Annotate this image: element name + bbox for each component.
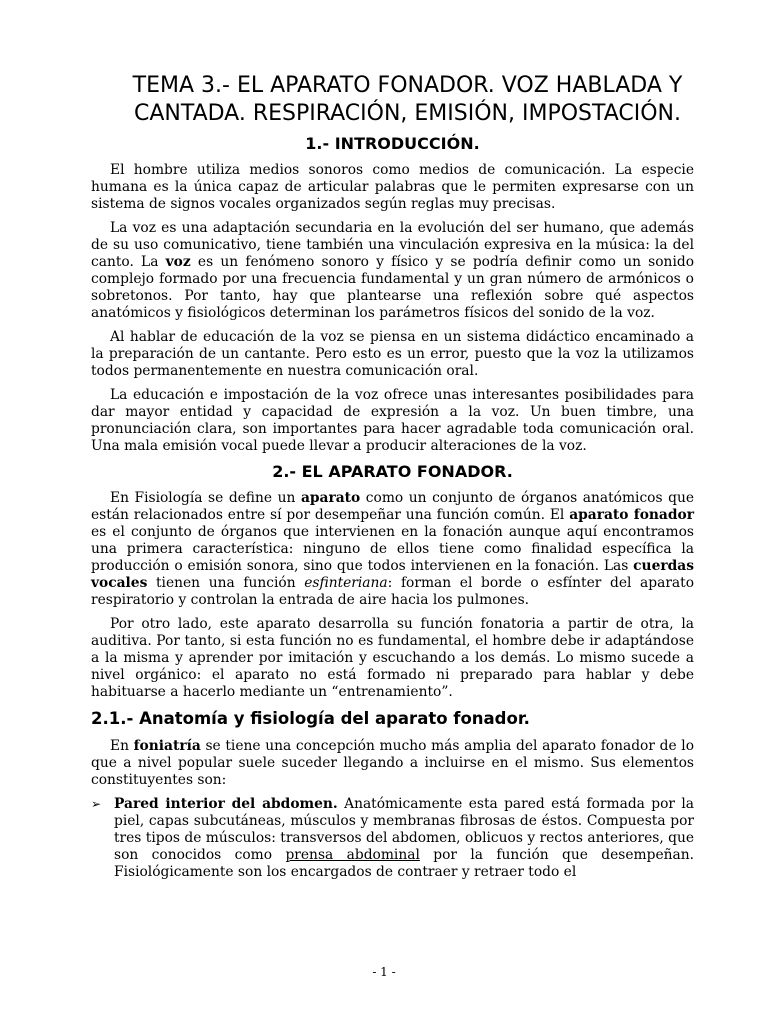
bullet-list — [91, 796, 694, 881]
text-run: tienen una función — [147, 575, 305, 591]
text-run: En — [110, 738, 134, 754]
bold-term: voz — [165, 254, 191, 270]
list-item — [91, 796, 694, 881]
section-heading-aparato-fonador: 2.- EL APARATO FONADOR. — [272, 462, 513, 481]
paragraph: El hombre utiliza medios sonoros como medios de comunicación. La especie humana es la única capaz de articular palabras que le permiten expresarse con un sistema de signos vocales organizados según reglas muy precisas. — [91, 162, 694, 212]
paragraph: Por otro lado, este aparato desarrolla su función fonatoria a partir de otra, la auditiva. Por tanto, si esta función no es fundamental, el hombre debe ir adaptándose a la misma y aprender por imitación y escuchando a los demás. Lo mismo sucede a nivel orgánico: el aparato no está formado ni preparado para hablar y debe habituarse a hacerlo mediante un “entrenamiento”. — [91, 616, 694, 700]
paragraph: La educación e impostación de la voz ofrece unas interesantes posibilidades para dar mayor entidad y capacidad de expresión a la voz. Un buen timbre, una pronunciación clara, son importantes para hacer agradable toda comunicación oral. Una mala emisión vocal puede llevar a producir alteraciones de la voz. — [91, 387, 694, 454]
page-number: - 1 - — [372, 965, 396, 979]
paragraph — [91, 738, 694, 789]
text-run: por la función que desempeñan. Fisiológicamente son los encargados de contraer y retraer todo el — [114, 847, 695, 880]
underlined-term: prensa abdominal — [285, 847, 420, 863]
text-run: como un conjunto de órganos anatómicos que están relacionados entre sí por desempeñar una función común. El — [91, 490, 694, 523]
text-run: es un fenómeno sonoro y físico y se podría definir como un sonido complejo formado por una frecuencia fundamental y un gran número de armónicos o sobretonos. Por tanto, hay que plantearse una reflexión sobre qué aspectos anatómicos y fisiológicos determinan los parámetros físicos del sonido de la voz. — [91, 254, 694, 321]
subsection-heading-anatomia: 2.1.- Anatomía y fisiología del aparato fonador. — [91, 709, 530, 728]
italic-term: esfinteriana — [304, 575, 388, 591]
bold-term: aparato fonador — [569, 507, 694, 523]
text-run: : forman el borde o esfínter del aparato respiratorio y controlan la entrada de aire hacia los pulmones. — [91, 575, 695, 608]
document-title: TEMA 3.- EL APARATO FONADOR. VOZ HABLADA Y CANTADA. RESPIRACIÓN, EMISIÓN, IMPOSTACIÓN. — [132, 73, 683, 126]
paragraph — [91, 490, 694, 609]
paragraph — [91, 220, 694, 322]
section-heading-introduccion: 1.- INTRODUCCIÓN. — [305, 134, 480, 153]
bold-term: cuerdas vocales — [91, 558, 694, 591]
paragraph: Al hablar de educación de la voz se piensa en un sistema didáctico encaminado a la preparación de un cantante. Pero esto es un error, puesto que la voz la utilizamos todos permanentemente en nuestra comunicación oral. — [91, 329, 694, 379]
bold-term: Pared interior del abdomen. — [114, 796, 338, 812]
bold-term: foniatría — [133, 738, 201, 754]
arrow-bullet-icon: ➢ — [91, 797, 102, 811]
bold-term: aparato — [300, 490, 361, 506]
text-run: La voz es una adaptación secundaria en la evolución del ser humano, que además de su uso comunicativo, tiene también una vinculación expresiva en la música: la del canto. La — [91, 220, 694, 270]
text-run: En Fisiología se define un — [110, 490, 301, 506]
document-page — [91, 72, 694, 881]
text-run: se tiene una concepción mucho más amplia del aparato fonador de lo que a nivel popular suele suceder llegando a incluirse en el mismo. Sus elementos constituyentes son: — [91, 738, 694, 788]
text-run: Anatómicamente esta pared está formada por la piel, capas subcutáneas, músculos y membranas fibrosas de éstos. Compuesta por tres tipos de músculos: transversos del abdomen, oblicuos y rectos anteriores, que son conocidos como — [114, 796, 694, 863]
text-run: es el conjunto de órganos que intervienen en la fonación aunque aquí encontramos una primera característica: ninguno de ellos tiene como finalidad específica la producción o emisión sonora, sino que todos intervienen en la fonación. Las — [91, 524, 694, 574]
